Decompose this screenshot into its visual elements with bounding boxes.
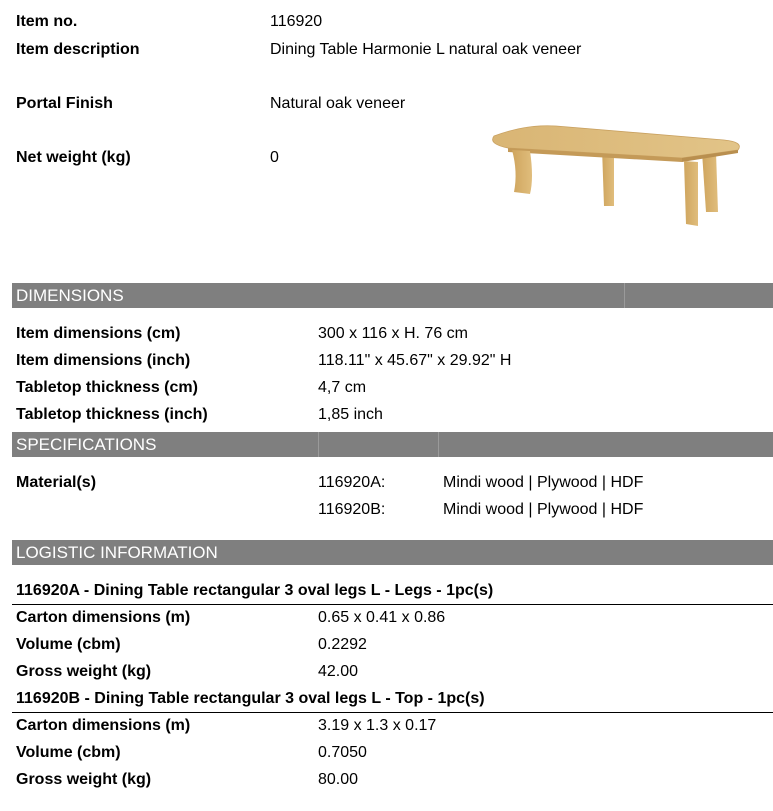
item-no-label: Item no. — [16, 13, 78, 30]
specifications-title: SPECIFICATIONS — [16, 435, 157, 454]
portal-finish-label: Portal Finish — [16, 95, 113, 112]
material-value-a: Mindi wood | Plywood | HDF — [443, 474, 644, 491]
item-description-value: Dining Table Harmonie L natural oak veneer — [270, 41, 582, 58]
package-a-heading: 116920A - Dining Table rectangular 3 oval legs L - Legs - 1pc(s) — [16, 582, 494, 599]
item-dimensions-inch-value: 118.11" x 45.67" x 29.92" H — [318, 352, 512, 369]
net-weight-label: Net weight (kg) — [16, 149, 131, 166]
package-a-volume-label: Volume (cbm) — [16, 636, 121, 653]
tabletop-thickness-inch-value: 1,85 inch — [318, 406, 383, 423]
tabletop-thickness-cm-label: Tabletop thickness (cm) — [16, 379, 198, 396]
package-a-divider — [12, 604, 773, 605]
item-dimensions-cm-label: Item dimensions (cm) — [16, 325, 181, 342]
package-b-volume-label: Volume (cbm) — [16, 744, 121, 761]
package-b-carton-value: 3.19 x 1.3 x 0.17 — [318, 717, 437, 734]
dimensions-section-header — [12, 283, 773, 308]
tabletop-thickness-cm-value: 4,7 cm — [318, 379, 367, 396]
package-b-heading: 116920B - Dining Table rectangular 3 oval legs L - Top - 1pc(s) — [16, 690, 485, 707]
package-b-carton-label: Carton dimensions (m) — [16, 717, 191, 734]
package-a-carton-label: Carton dimensions (m) — [16, 609, 191, 626]
logistic-section-header — [12, 540, 773, 565]
package-a-weight-value: 42.00 — [318, 663, 359, 680]
net-weight-value: 0 — [270, 149, 279, 166]
package-b-weight-value: 80.00 — [318, 771, 359, 788]
material-value-b: Mindi wood | Plywood | HDF — [443, 501, 644, 518]
dimensions-title: DIMENSIONS — [16, 286, 124, 305]
item-description-label: Item description — [16, 41, 140, 58]
specifications-section-header — [12, 432, 773, 457]
logistic-title: LOGISTIC INFORMATION — [16, 543, 218, 562]
material-code-b: 116920B: — [318, 501, 386, 518]
item-dimensions-inch-label: Item dimensions (inch) — [16, 352, 191, 369]
package-b-volume-value: 0.7050 — [318, 744, 367, 761]
portal-finish-value: Natural oak veneer — [270, 95, 406, 112]
dining-table-image — [486, 120, 748, 237]
package-a-weight-label: Gross weight (kg) — [16, 663, 152, 680]
package-b-divider — [12, 712, 773, 713]
tabletop-thickness-inch-label: Tabletop thickness (inch) — [16, 406, 208, 423]
package-a-carton-value: 0.65 x 0.41 x 0.86 — [318, 609, 446, 626]
materials-label: Material(s) — [16, 474, 97, 491]
item-no-value: 116920 — [270, 13, 323, 30]
package-b-weight-label: Gross weight (kg) — [16, 771, 152, 788]
package-a-volume-value: 0.2292 — [318, 636, 367, 653]
item-dimensions-cm-value: 300 x 116 x H. 76 cm — [318, 325, 468, 342]
material-code-a: 116920A: — [318, 474, 386, 491]
dining-table-icon — [486, 120, 748, 232]
